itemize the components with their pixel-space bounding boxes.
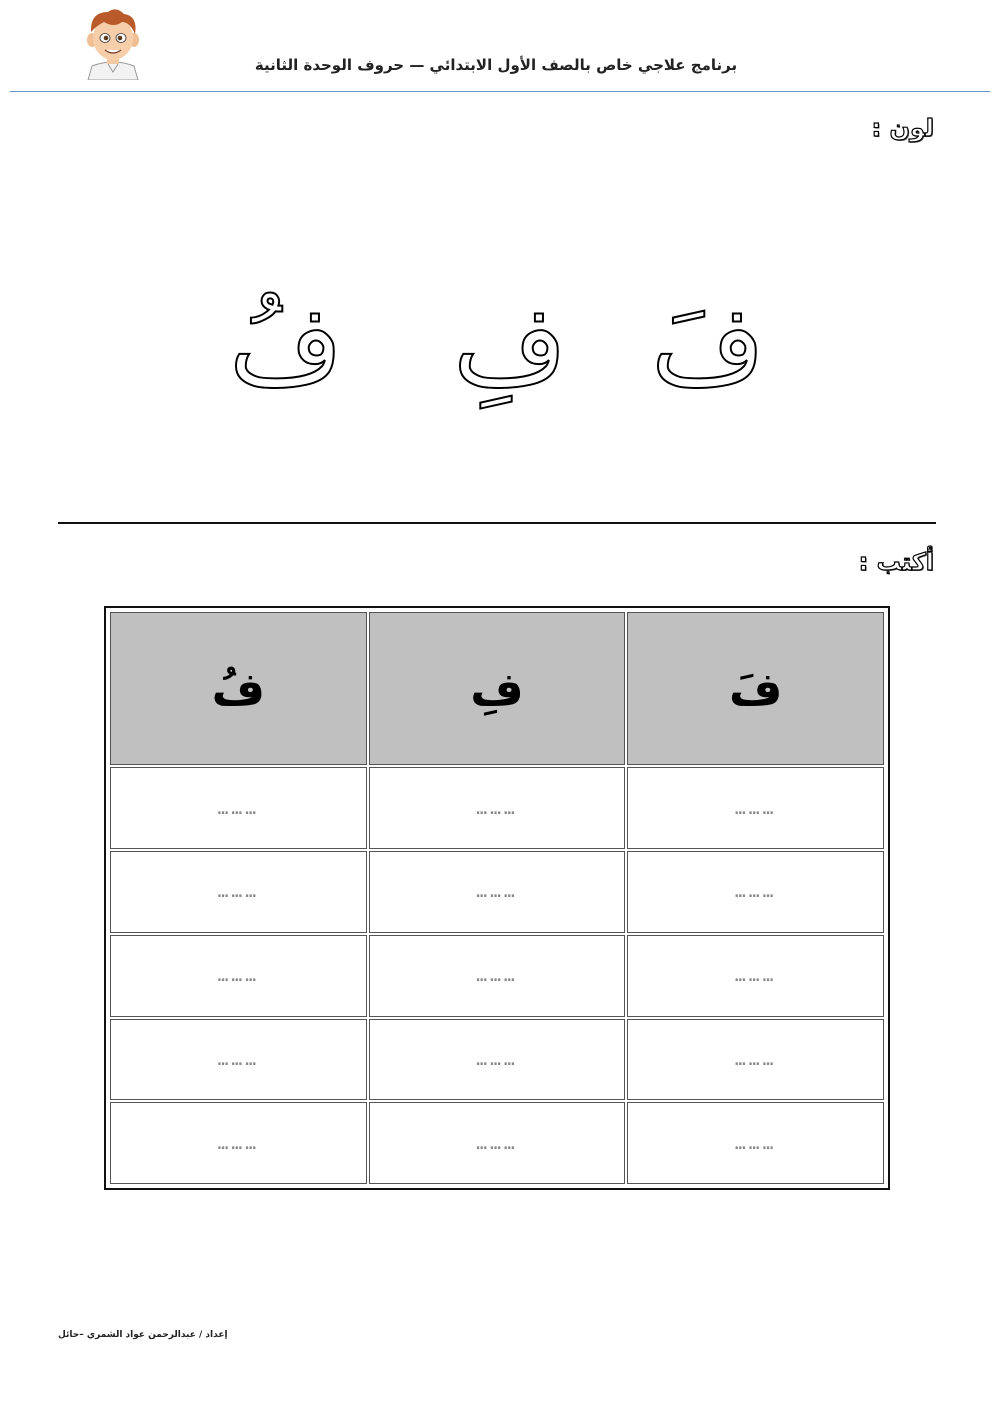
writing-grid <box>104 606 890 1190</box>
writing-cell[interactable]: ……… <box>110 935 367 1017</box>
table-row <box>110 1102 884 1184</box>
outline-letter-kasra[interactable]: فِ <box>452 281 568 409</box>
outline-letter-fatha[interactable]: فَ <box>650 281 766 409</box>
writing-cell[interactable]: ……… <box>627 851 884 933</box>
writing-cell[interactable]: ……… <box>369 1102 626 1184</box>
writing-cell[interactable]: ……… <box>369 1019 626 1101</box>
writing-cell[interactable]: ……… <box>627 767 884 849</box>
outline-letters-row <box>0 270 992 450</box>
writing-cell[interactable]: ……… <box>369 935 626 1017</box>
outline-letter-damma[interactable]: فُ <box>228 281 344 409</box>
writing-cell[interactable]: ……… <box>110 851 367 933</box>
table-row <box>110 851 884 933</box>
writing-cell[interactable]: ……… <box>110 767 367 849</box>
writing-cell[interactable]: ……… <box>627 1019 884 1101</box>
practice-table <box>108 610 886 1186</box>
writing-cell[interactable]: ……… <box>110 1019 367 1101</box>
table-row <box>110 935 884 1017</box>
writing-cell[interactable]: ……… <box>627 935 884 1017</box>
section-divider <box>58 522 936 524</box>
table-row <box>110 1019 884 1101</box>
author-credit: إعداد / عبدالرحمن عواد الشمري –حائل <box>58 1330 228 1340</box>
header-row <box>110 612 884 765</box>
writing-cell[interactable]: ……… <box>369 767 626 849</box>
header-cell-kasra: فِ <box>369 612 626 765</box>
table-row <box>110 767 884 849</box>
color-instruction-label: لون : <box>871 114 934 142</box>
writing-cell[interactable]: ……… <box>369 851 626 933</box>
writing-cell[interactable]: ……… <box>627 1102 884 1184</box>
write-instruction-label: أكتب : <box>858 548 934 576</box>
header-divider <box>10 91 990 92</box>
header-cell-fatha: فَ <box>627 612 884 765</box>
page-title: برنامج علاجي خاص بالصف الأول الابتدائي — حروف الوحدة الثانية <box>254 56 738 74</box>
header-cell-damma: فُ <box>110 612 367 765</box>
writing-cell[interactable]: ……… <box>110 1102 367 1184</box>
